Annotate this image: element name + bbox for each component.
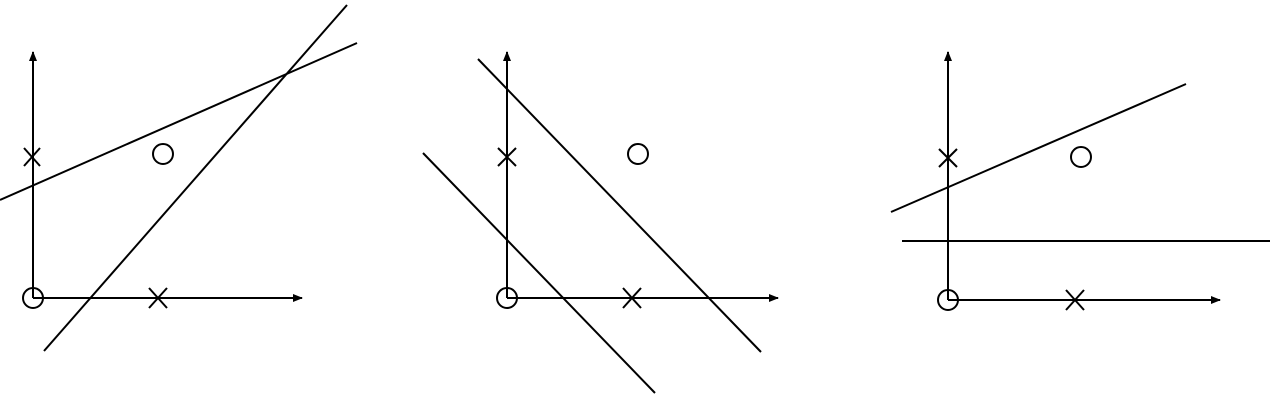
- panel-3-separator-slanted: [891, 84, 1186, 212]
- panel-1-circle-top-right: [153, 144, 173, 164]
- panel-1: [0, 5, 357, 351]
- panel-3: [891, 52, 1270, 310]
- panel-2-separator-upper: [478, 59, 761, 352]
- panel-1-separator-shallow: [0, 43, 357, 200]
- panel-3-circle-top-right: [1071, 147, 1091, 167]
- panel-2-separator-lower: [423, 153, 655, 393]
- panel-2-circle-top-right: [628, 144, 648, 164]
- panel-2: [423, 52, 778, 393]
- panel-1-separator-steep: [44, 5, 347, 351]
